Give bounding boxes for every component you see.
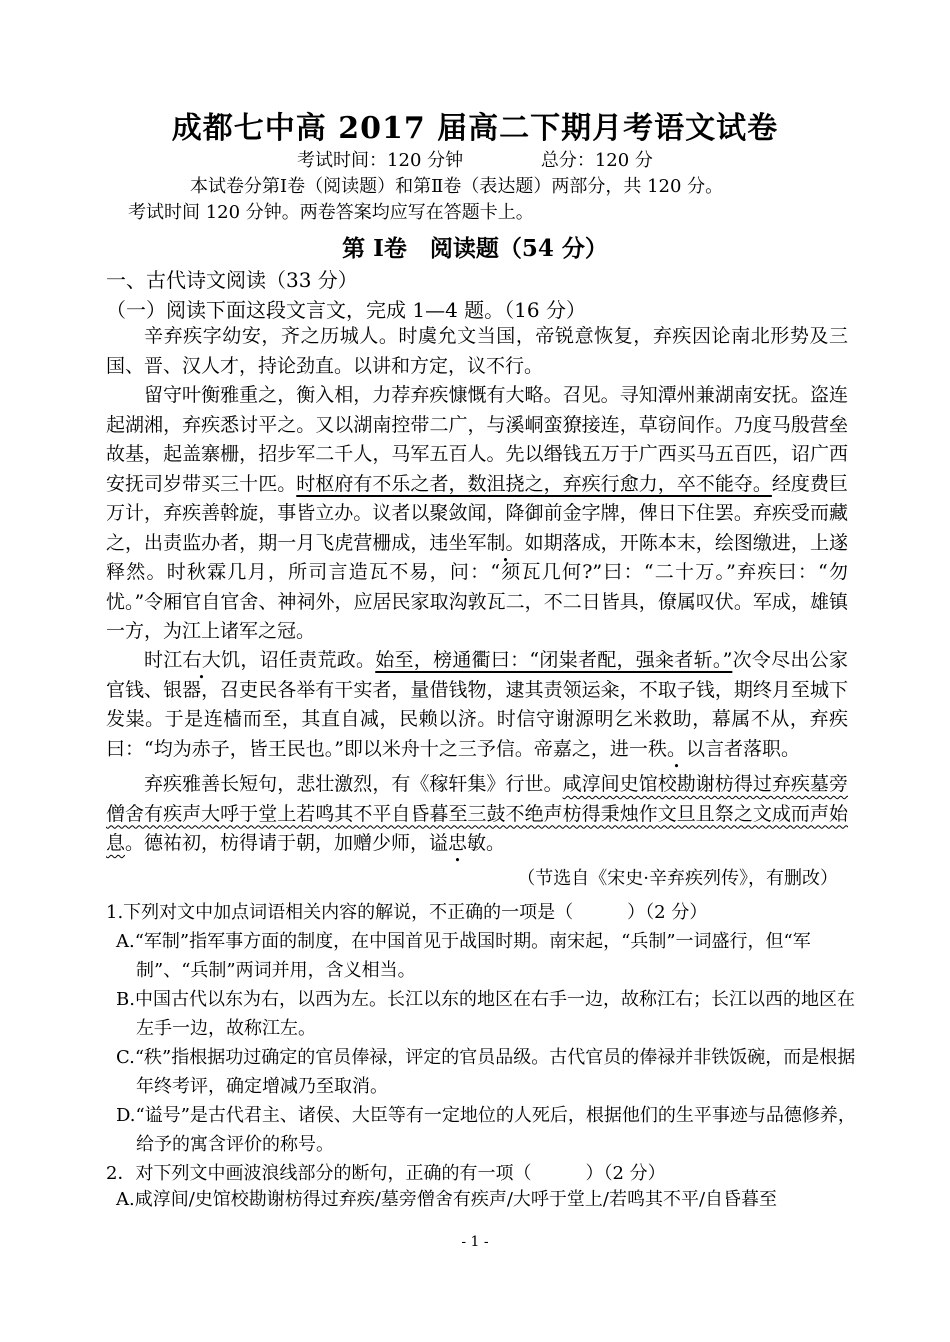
- exam-time: 考试时间：120 分钟: [297, 150, 464, 171]
- passage-text: 次令尽出公家官钱、银器，召吏民各举有干实者，量借钱物，逮其责领运籴，不取子钱，期终月至城下发粜。于是连樯而至，其直自减，民赖以济。时信守谢源明乞米救助，幕属不从，弃疾曰：“均为赤子，皆王民也。”即以米舟十之三予信。帝嘉之，进一: [106, 649, 848, 760]
- passage-text: 忠敏。: [448, 832, 506, 854]
- question-1-option-d: D.“谥号”是古代君主、诸侯、大臣等有一定地位的人死后，根据他们的生平事迹与品德修养，给予的寓含评价的称号。: [116, 1105, 856, 1155]
- passage-text: 时: [144, 649, 164, 671]
- passage-text: 。德祐初，枋得请于朝，加赠少师，: [125, 832, 430, 854]
- volume-title: 第 Ⅰ卷 阅读题（54 分）: [342, 235, 608, 262]
- question-1-option-c: C.“秩”指根据功过确定的官员俸禄，评定的官员品级。古代官员的俸禄并非铁饭碗，而是根据年终考评，确定增减乃至取消。: [116, 1047, 856, 1097]
- section-subheading: （一）阅读下面这段文言文，完成 1—4 题。（16 分）: [106, 298, 586, 322]
- question-2-option-a: A.咸淳间/史馆校勘谢枋得过弃疾/墓旁僧舍有疾声/大呼于堂上/若鸣其不平/自昏暮至: [116, 1189, 778, 1210]
- exam-meta: [0, 146, 950, 172]
- passage-text: 大饥，诏任责荒政。: [201, 649, 376, 671]
- passage-paragraph-1: [106, 322, 848, 381]
- section-heading: 一、古代诗文阅读（33 分）: [106, 268, 358, 292]
- passage-text: 。如期落成，开陈本末，绘图缴进，上遂释然。时秋霖几月，所司言造瓦不易，问：“须瓦几何?”曰：“二十万。”弃疾曰：“勿忧。”令厢官自官舍、神祠外，应居民家取沟敦瓦二，不二日皆具，僚属叹伏。军成，雄镇一方，为江上诸军之冠。: [106, 531, 848, 642]
- passage-text: 。以言者落职。: [666, 737, 800, 760]
- passage-text: 弃疾雅善长短句，悲壮激烈，有《稼轩集》行世。: [144, 773, 563, 795]
- passage-text: 辛弃疾字幼安，齐之历城人。时虞允文当国，帝锐意恢复，弃疾因论南北形势及三国、晋、汉人才，持论劲直。以讲和方定，议不行。: [106, 325, 848, 377]
- dotted-word-shi: 谥: [429, 832, 449, 854]
- underlined-sentence: 始至，榜通衢曰：“闭粜者配，强籴者斩。”: [375, 649, 733, 671]
- exam-title: 成都七中高 2017 届高二下期月考语文试卷: [171, 111, 779, 146]
- passage-paragraph-4: [106, 770, 848, 859]
- passage-text: 经度费巨万计，弃疾善斡旋，事皆立办。议者以聚敛闻，降御前金字牌，俾日下住罢。弃疾受而藏之，出责监办者，期一月飞虎营栅成，违坐: [106, 472, 848, 554]
- dotted-word-junzhi: 军制: [467, 531, 506, 554]
- wavy-underlined-passage: 咸淳间史馆校勘谢枋得过弃疾墓旁僧舍有疾声大呼于堂上若鸣其不平自昏暮至三鼓不绝声枋得秉烛作文旦且祭之文成而声始息: [106, 773, 848, 854]
- dotted-word-zhi: 秩: [647, 737, 667, 760]
- passage-source: （节选自《宋史·辛弃疾列传》，有删改）: [517, 868, 838, 889]
- passage-text: 留守叶衡雅重之，衡入相，力荐弃疾慷慨有大略。召见。寻知潭州兼湖南安抚。盗连起湖湘，弃疾悉讨平之。又以湖南控带二广，与溪峒蛮獠接连，草窃间作。乃度马殷营垒故基，起盖寨栅，招步军二千人，马军五百人。先以缗钱五万于广西买马五百匹，诏广西安抚司岁带买三十匹。: [106, 384, 848, 495]
- page-number: - 1 -: [461, 1234, 489, 1250]
- question-2-stem: 2．对下列文中画波浪线部分的断句，正确的有一项（ ）（2 分）: [106, 1163, 666, 1184]
- passage-paragraph-3: [106, 646, 848, 764]
- passage-paragraph-2: [106, 381, 848, 647]
- total-score: 总分：120 分: [540, 150, 653, 171]
- question-1-option-b: B.中国古代以东为右，以西为左。长江以东的地区在右手一边，故称江右；长江以西的地区在左手一边，故称江左。: [116, 989, 855, 1039]
- underlined-sentence: 时枢府有不乐之者，数沮挠之，弃疾行愈力，卒不能夺。: [296, 472, 772, 495]
- dotted-word-jiangyou: 江右: [163, 649, 202, 671]
- question-1-option-a: A.“军制”指军事方面的制度，在中国首见于战国时期。南宋起，“兵制”一词盛行，但“军制”、“兵制”两词并用，含义相当。: [116, 931, 811, 981]
- exam-intro-line1: 本试卷分第Ⅰ卷（阅读题）和第Ⅱ卷（表达题）两部分，共 120 分。: [190, 176, 724, 197]
- exam-intro-line2: 考试时间 120 分钟。两卷答案均应写在答题卡上。: [128, 202, 534, 223]
- question-1-stem: 1.下列对文中加点词语相关内容的解说，不正确的一项是（ ）（2 分）: [106, 902, 708, 923]
